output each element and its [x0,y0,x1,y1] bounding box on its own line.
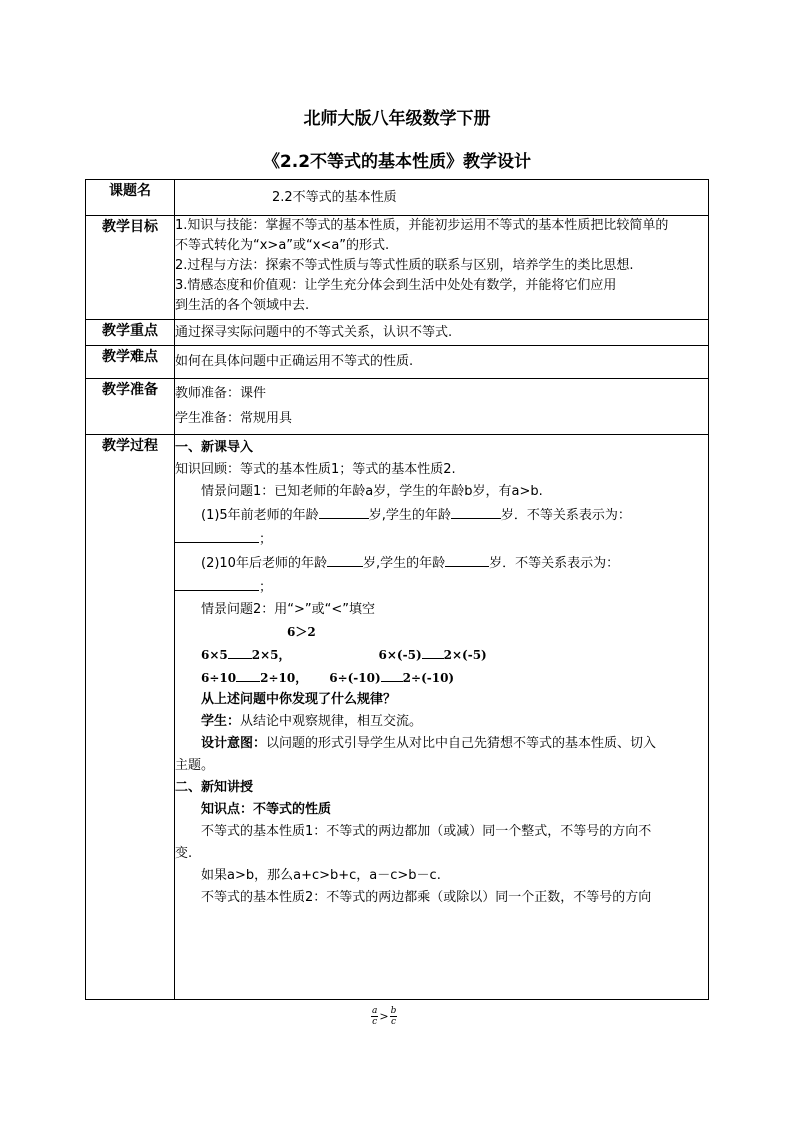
design-intent-cont: 主题。 [175,758,215,773]
exercise-row-2: 6÷10 2÷10， 6÷(-10) 2÷(-10) [175,667,708,688]
answer-blank [319,504,369,519]
design-intent: 设计意图：以问题的形式引导学生从对比中自己先猜想不等式的基本性质、切入 [201,736,657,751]
objectives-content [175,216,709,320]
discover-question: 从上述问题中你发现了什么规律？ [201,692,397,707]
objective-line: 2.过程与方法：探索不等式性质与等式性质的联系与区别，培养学生的类比思想. [175,258,634,273]
question1: (1)5年前老师的年龄 岁,学生的年龄 岁．不等关系表示为： [175,504,708,526]
teacher-prep: 教师准备：课件 [175,386,267,401]
answer-blank [422,644,444,659]
question2: (2)10年后老师的年龄 岁,学生的年龄 岁．不等关系表示为： [175,552,708,574]
base-inequality: 6＞2 [287,625,316,639]
section1-heading: 一、新课导入 [175,440,254,455]
preparation-label: 教学准备 [86,379,175,435]
question2-answer: ； [175,576,708,598]
topic-value: 2.2不等式的基本性质 [272,190,397,205]
topic-label: 课题名 [86,180,175,216]
answer-blank [445,552,489,567]
student-activity: 学生：从结论中观察规律，相互交流。 [201,714,423,729]
review-text: 知识回顾：等式的基本性质1；等式的基本性质2. [175,462,456,477]
answer-blank [175,528,259,543]
property2-line1: 不等式的基本性质2：不等式的两边都乘（或除以）同一个正数，不等号的方向 [201,890,652,905]
scenario1-text: 情景问题1：已知老师的年龄a岁，学生的年龄b岁，有a>b. [201,484,543,499]
objective-line: 不等式转化为“x>a”或“x<a”的形式. [175,238,390,253]
question1-answer: ； [175,528,708,550]
property1-example: 如果a>b，那么a+c>b+c，a－c>b－c. [201,868,441,883]
key-point-label: 教学重点 [86,320,175,346]
doc-title-line1: 北师大版八年级数学下册 [303,109,491,129]
preparation-content [175,379,709,435]
difficulty-value: 如何在具体问题中正确运用不等式的性质. [175,346,709,379]
section2-heading: 二、新知讲授 [175,780,254,795]
exercise-row-1: 6×5 2×5， 6×(-5) 2×(-5) [175,644,708,665]
key-point-value: 通过探寻实际问题中的不等式关系，认识不等式. [175,320,709,346]
process-content [175,435,709,1000]
process-label: 教学过程 [86,435,175,1000]
objectives-label: 教学目标 [86,216,175,320]
doc-title-line2: 《2.2不等式的基本性质》教学设计 [262,152,532,172]
difficulty-label: 教学难点 [86,346,175,379]
objective-line: 3.情感态度和价值观：让学生充分体会到生活中处处有数学，并能将它们应用 [175,278,617,293]
scenario2-text: 情景问题2：用“>”或“<”填空 [201,602,375,617]
property1-line2: 变. [175,846,193,861]
answer-blank [451,504,501,519]
answer-blank [327,552,363,567]
answer-blank [175,576,259,591]
footer-fraction-formula: $\frac{a}{c}$ > $\frac{b}{c}$ [372,1006,397,1027]
property1-line1: 不等式的基本性质1：不等式的两边都加（或减）同一个整式，不等号的方向不 [201,824,652,839]
lesson-plan-table [85,179,709,1000]
student-prep: 学生准备：常规用具 [175,411,293,426]
answer-blank [236,667,260,682]
answer-blank [228,644,252,659]
objective-line: 到生活的各个领域中去. [175,298,310,313]
answer-blank [381,667,403,682]
objective-line: 1.知识与技能：掌握不等式的基本性质，并能初步运用不等式的基本性质把比较简单的 [175,218,669,233]
knowledge-point: 知识点：不等式的性质 [201,802,332,817]
